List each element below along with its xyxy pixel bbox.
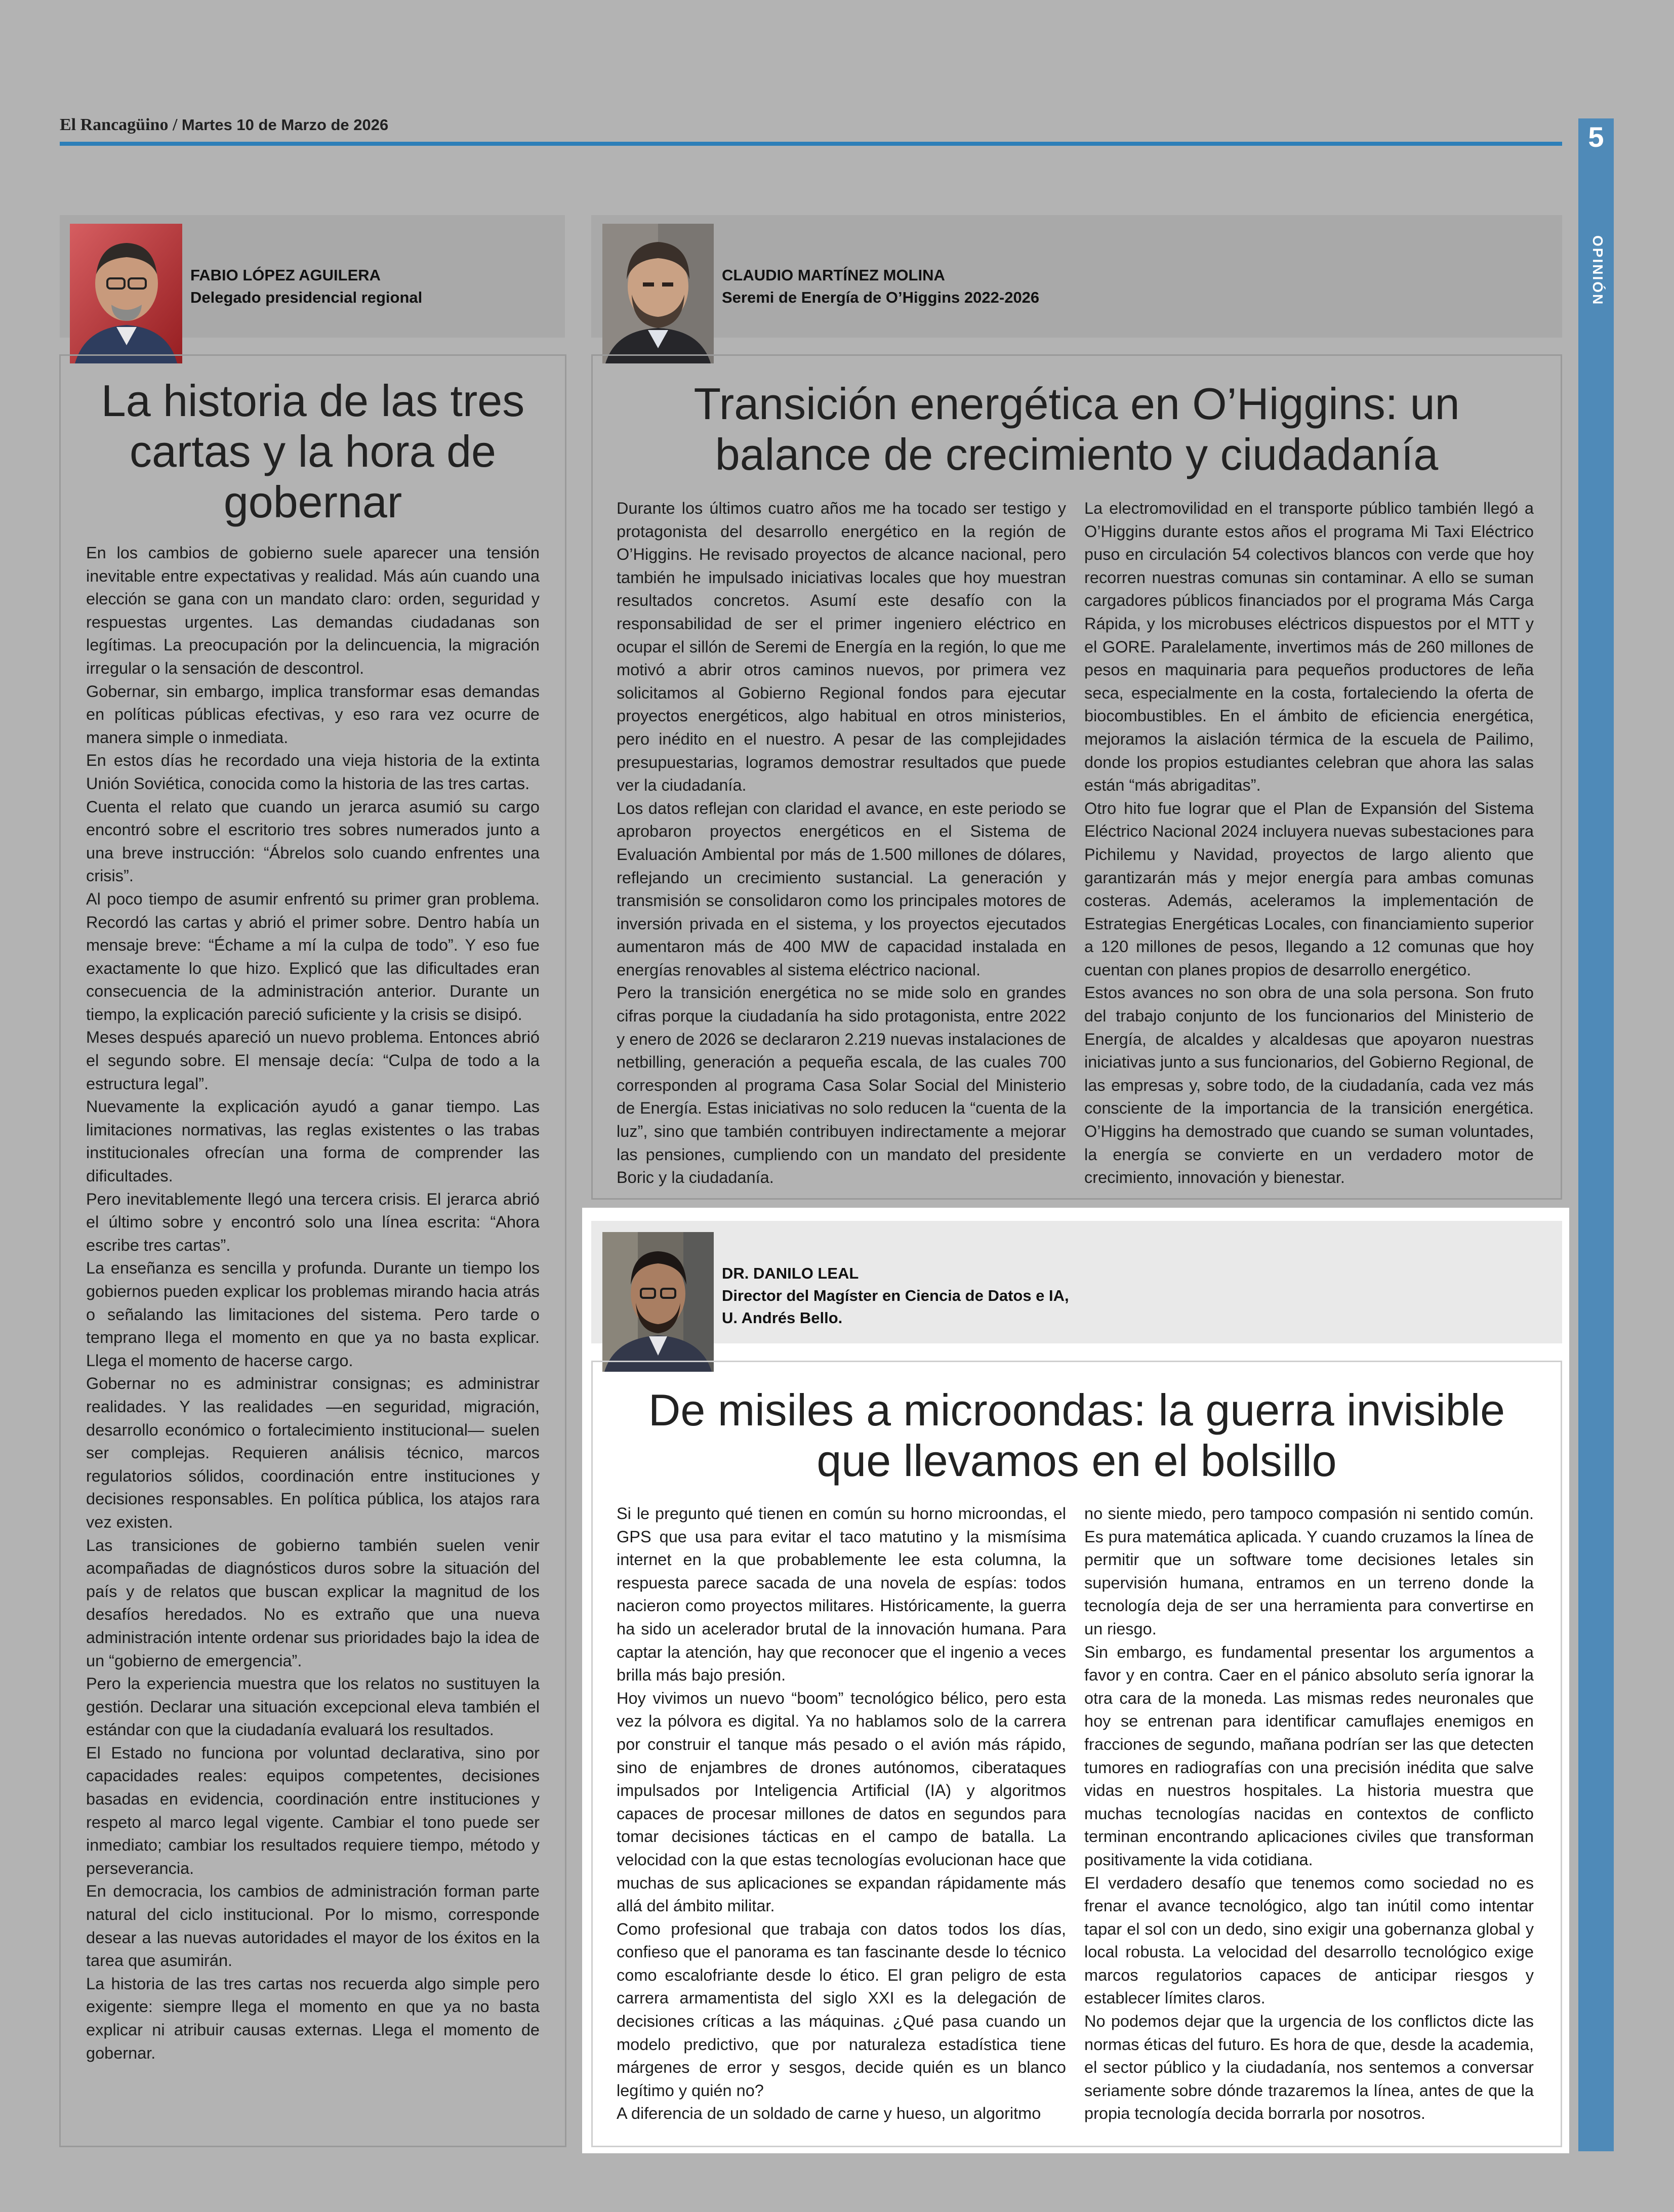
portrait-danilo-icon: [602, 1232, 714, 1372]
author-fullname: DR. DANILO LEAL: [722, 1264, 859, 1282]
author-name-2: [722, 264, 1039, 309]
author-role: Director del Magíster en Ciencia de Datos e IA,: [722, 1287, 1069, 1304]
author-role: Delegado presidencial regional: [190, 289, 423, 306]
paragraph: Meses después apareció un nuevo problema. Entonces abrió el segundo sobre. El mensaje decía: “Culpa de todo a la estructura legal”.: [86, 1028, 540, 1093]
article-body-3-col-1: [617, 1502, 1066, 2125]
paragraph: El Estado no funciona por voluntad declarativa, sino por capacidades reales: equipos competentes, decisiones basadas en evidencia, coordinación entre instituciones y respeto al marco legal vigente. Cambiar el tono puede ser inmediato; cambiar los resultados requiere tiempo, método y perseverancia.: [86, 1743, 540, 1877]
article-body-1: [86, 542, 540, 2065]
paragraph: No podemos dejar que la urgencia de los conflictos dicte las normas éticas del futuro. Es hora de que, desde la academia, el sector público y la ciudadanía, nos sentemos a conversar seriamente sobre dónde trazaremos la línea, antes de que la propia tecnología decida borrarla por nosotros.: [1084, 2012, 1534, 2123]
issue-date: Martes 10 de Marzo de 2026: [181, 116, 389, 134]
paragraph: Otro hito fue lograr que el Plan de Expansión del Sistema Eléctrico Nacional 2024 incluyera nuevas subestaciones para Pichilemu y Navidad, proyectos de largo aliento que garantizarán más y mejor energía para ambas comunas costeras. Además, aceleramos la implementación de Estrategias Energéticas Locales, con financiamiento superior a 120 millones de pesos, llegando a 12 comunas que hoy cuentan con planes propios de desarrollo energético.: [1084, 799, 1534, 979]
paragraph: Pero la experiencia muestra que los relatos no sustituyen la gestión. Declarar una situación excepcional eleva también el estándar con que la ciudadanía evaluará los resultados.: [86, 1674, 540, 1739]
paragraph: Durante los últimos cuatro años me ha tocado ser testigo y protagonista del desarrollo energético en la región de O’Higgins. He revisado proyectos de alcance nacional, pero también he impulsado iniciativas locales que hoy muestran resultados concretos. Asumí este desafío con la responsabilidad de ser el primer ingeniero eléctrico en ocupar el sillón de Seremi de Energía en la región, lo que me motivó a abrir otros caminos nuevos, por primera vez solicitamos al Gobierno Regional fondos para ejecutar proyectos energéticos, algo habitual en otros ministerios, pero inédito en el nuestro. A pesar de las complejidades presupuestarias, logramos demostrar resultados que puede ver la ciudadanía.: [617, 499, 1066, 795]
author-role-line-2: U. Andrés Bello.: [722, 1309, 843, 1327]
paragraph: Si le pregunto qué tienen en común su horno microondas, el GPS que usa para evitar el taco matutino y la mismísima internet en la que probablemente lee esta columna, la respuesta parece sacada de una novela de espías: todos nacieron como proyectos militares. Históricamente, la guerra ha sido un acelerador brutal de la innovación humana. Para captar la atención, hay que reconocer que el ingenio a veces brilla más bajo presión.: [617, 1504, 1066, 1685]
paragraph: Las transiciones de gobierno también suelen venir acompañadas de diagnósticos duros sobre la situación del país y de relatos que buscan explicar la magnitud de los desafíos heredados. No es extraño que una nueva administración intente ordenar sus prioridades bajo la idea de un “gobierno de emergencia”.: [86, 1536, 540, 1670]
paragraph: Gobernar, sin embargo, implica transformar esas demandas en políticas públicas efectivas, y eso rara vez ocurre de manera simple o inmediata.: [86, 682, 540, 747]
author-role: Seremi de Energía de O’Higgins 2022-2026: [722, 289, 1040, 306]
paragraph: La enseñanza es sencilla y profunda. Durante un tiempo los gobiernos pueden explicar los problemas mirando hacia atrás o señalando las limitaciones del sistema. Pero tarde o temprano llega el momento en que ya no basta explicar. Llega el momento de hacerse cargo.: [86, 1259, 540, 1370]
paragraph: En estos días he recordado una vieja historia de la extinta Unión Soviética, conocida como la historia de las tres cartas.: [86, 751, 540, 793]
paragraph: Los datos reflejan con claridad el avance, en este periodo se aprobaron proyectos energéticos en el Sistema de Evaluación Ambiental por más de 1.500 millones de dólares, reflejando un crecimiento sustancial. La generación y transmisión se consolidaron como los principales motores de inversión privada en el sistema, y los proyectos ejecutados aumentaron más de 400 MW de capacidad instalada en energías renovables al sistema eléctrico nacional.: [617, 799, 1066, 979]
paragraph: A diferencia de un soldado de carne y hueso, un algoritmo: [617, 2104, 1041, 2123]
article-body-3-col-2: [1084, 1502, 1534, 2125]
section-label: OPINIÓN: [1590, 235, 1606, 306]
paragraph: Pero inevitablemente llegó una tercera crisis. El jerarca abrió el último sobre y encontró solo una línea escrita: “Ahora escribe tres cartas”.: [86, 1190, 540, 1254]
paragraph: La electromovilidad en el transporte público también llegó a O’Higgins durante estos años el programa Mi Taxi Eléctrico puso en circulación 54 colectivos blancos con verde que hoy recorren nuestras comunas sin contaminar. A ello se suman cargadores públicos financiados por el programa Más Carga Rápida, y los microbuses eléctricos dispuestos por el MTT y el GORE. Paralelamente, invertimos más de 260 millones de pesos en maquinaria para pequeños productores de leña seca, especialmente en la costa, fortaleciendo la oferta de biocombustibles. En el ámbito de eficiencia energética, mejoramos la aislación térmica de la escuela de Pailimo, donde los propios estudiantes celebran que ahora las salas están “más abrigaditas”.: [1084, 499, 1534, 795]
article-title-3: De misiles a microondas: la guerra invisible que llevamos en el bolsillo: [648, 1385, 1505, 1486]
author-photo-2: [602, 224, 714, 363]
article-body-2-col-2: [1084, 497, 1534, 1190]
paragraph: Al poco tiempo de asumir enfrentó su primer gran problema. Recordó las cartas y abrió el primer sobre. Dentro había un mensaje breve: “Échame a mí la culpa de todo”. Y eso fue exactamente lo que hizo. Explicó que las dificultades eran consecuencia de la administración anterior. Durante un tiempo, la explicación pareció suficiente y la crisis se disipó.: [86, 889, 540, 1023]
article-body-2-col-1: [617, 497, 1066, 1190]
paragraph: En democracia, los cambios de administración forman parte natural del ciclo institucional. Por lo mismo, corresponde desear a las nuevas autoridades el mayor de los éxitos en la tarea que asumirán.: [86, 1882, 540, 1970]
page-number: 5: [1588, 121, 1604, 153]
author-photo-1: [70, 224, 182, 363]
paragraph: Estos avances no son obra de una sola persona. Son fruto del trabajo conjunto de los funcionarios del Ministerio de Energía, de alcaldes y alcaldesas que apoyaron nuestras iniciativas junto a sus funcionarios, del Gobierno Regional, de las empresas y, sobre todo, de la ciudadanía, cada vez más consciente de la importancia de la transición energética. O’Higgins ha demostrado que cuando se suman voluntades, la energía se convierte en un verdadero motor de crecimiento, innovación y bienestar.: [1084, 984, 1534, 1187]
section-side-bar: [1578, 118, 1614, 2151]
paragraph: Nuevamente la explicación ayudó a ganar tiempo. Las limitaciones normativas, las reglas existentes o las trabas institucionales ofrecían una forma de comprender las dificultades.: [86, 1097, 540, 1185]
paragraph: Hoy vivimos un nuevo “boom” tecnológico bélico, pero esta vez la pólvora es digital. Ya no hablamos solo de la carrera por construir el tanque más pesado o el avión más rápido, sino de enjambres de drones autónomos, ciberataques impulsados por Inteligencia Artificial (IA) y algoritmos capaces de procesar millones de datos en segundos para tomar decisiones tácticas en el campo de batalla. La velocidad con la que estas tecnologías evolucionan hace que muchas de sus aplicaciones se expandan rápidamente más allá del ámbito militar.: [617, 1689, 1066, 1915]
paragraph: Gobernar no es administrar consignas; es administrar realidades. Y las realidades —en seguridad, migración, desarrollo económico o fortalecimiento institucional— suelen ser complejas. Requieren análisis técnico, marcos regulatorios sólidos, coordinación entre instituciones y decisiones responsables. En política pública, los atajos rara vez existen.: [86, 1374, 540, 1531]
author-fullname: CLAUDIO MARTÍNEZ MOLINA: [722, 266, 945, 284]
article-title-1: La historia de las tres cartas y la hora de gobernar: [101, 376, 525, 527]
portrait-fabio-icon: [70, 224, 182, 363]
paragraph: Cuenta el relato que cuando un jerarca asumió su cargo encontró sobre el escritorio tres sobres numerados junto a una breve instrucción: “Ábrelos solo cuando enfrentes una crisis”.: [86, 797, 540, 885]
publication-name: El Rancagüino /: [60, 115, 178, 134]
author-fullname: FABIO LÓPEZ AGUILERA: [190, 266, 381, 284]
paragraph: Como profesional que trabaja con datos todos los días, confieso que el panorama es tan fascinante desde lo técnico como escalofriante desde lo ético. El gran peligro de esta carrera armamentista del siglo XXI es la delegación de decisiones críticas a las máquinas. ¿Qué pasa cuando un modelo predictivo, que por naturaleza estadística tiene márgenes de error y sesgos, decide quién es un blanco legítimo y quién no?: [617, 1919, 1066, 2100]
header-rule: [60, 142, 1562, 146]
author-name-3: [722, 1262, 1069, 1329]
author-name-1: [190, 264, 422, 309]
paragraph: Sin embargo, es fundamental presentar los argumentos a favor y en contra. Caer en el pánico absoluto sería ignorar la otra cara de la moneda. Las mismas redes neuronales que hoy se entrenan para identificar camuflajes enemigos en fracciones de segundo, mañana podrían ser las que detecten tumores en radiografías con una precisión inédita que salve vidas en nuestros hospitales. La historia muestra que muchas tecnologías nacidas en contextos de conflicto terminan encontrando aplicaciones civiles que transforman positivamente la vida cotidiana.: [1084, 1643, 1534, 1869]
author-photo-3: [602, 1232, 714, 1372]
paragraph: no siente miedo, pero tampoco compasión ni sentido común. Es pura matemática aplicada. Y cuando cruzamos la línea de permitir que un software tome decisiones letales sin supervisión humana, entramos en un terreno donde la tecnología deja de ser una herramienta para convertirse en un riesgo.: [1084, 1504, 1534, 1638]
paragraph: El verdadero desafío que tenemos como sociedad no es frenar el avance tecnológico, algo tan inútil como intentar tapar el sol con un dedo, sino exigir una gobernanza global y local robusta. La velocidad del desarrollo tecnológico exige marcos regulatorios capaces de anticipar riesgos y establecer límites claros.: [1084, 1873, 1534, 2008]
article-title-2: Transición energética en O’Higgins: un balance de crecimiento y ciudadanía: [693, 379, 1460, 479]
paragraph: La historia de las tres cartas nos recuerda algo simple pero exigente: siempre llega el momento en que ya no basta explicar ni atribuir causas externas. Llega el momento de gobernar.: [86, 1974, 540, 2062]
paragraph: Pero la transición energética no se mide solo en grandes cifras porque la ciudadanía ha sido protagonista, entre 2022 y enero de 2026 se declararon 2.219 nuevas instalaciones de netbilling, generación a pequeña escala, de las cuales 700 corresponden al programa Casa Solar Social del Ministerio de Energía. Estas iniciativas no solo reducen la “cuenta de la luz”, sino que también contribuyen indirectamente a mejorar las pensiones, cumpliendo con un mandato del presidente Boric y la ciudadanía.: [617, 984, 1066, 1187]
paragraph: En los cambios de gobierno suele aparecer una tensión inevitable entre expectativas y realidad. Más aún cuando una elección se gana con un mandato claro: orden, seguridad y respuestas urgentes. Las demandas ciudadanas son legítimas. La preocupación por la delincuencia, la migración irregular o la sensación de descontrol.: [86, 544, 540, 677]
portrait-claudio-icon: [602, 224, 714, 363]
masthead: [60, 115, 388, 135]
